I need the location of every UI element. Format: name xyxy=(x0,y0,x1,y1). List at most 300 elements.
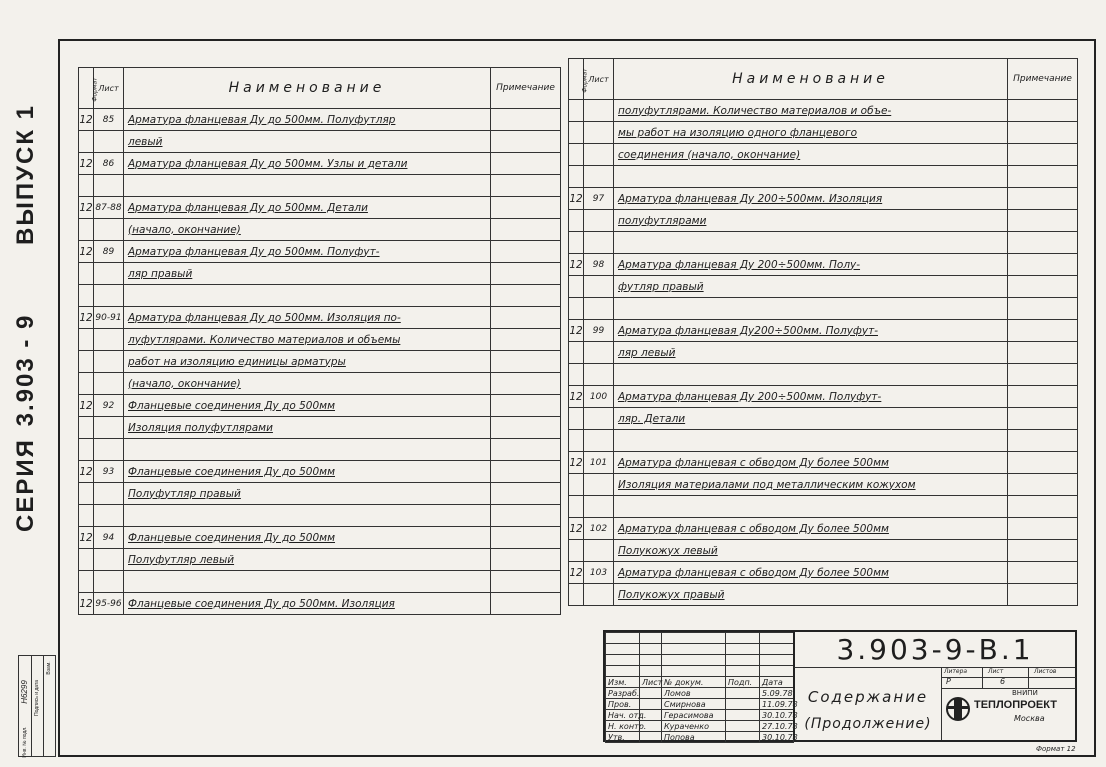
cell-name: Арматура фланцевая Ду 200÷500мм. Полуфут- xyxy=(614,386,1008,408)
revision-cell xyxy=(726,644,760,655)
cell-note xyxy=(491,109,561,131)
cell-format xyxy=(79,175,94,197)
signature-role: Н. контр. xyxy=(606,721,640,732)
cell-sheet xyxy=(94,263,124,285)
cell-format xyxy=(79,329,94,351)
revision-header-cell: Лист xyxy=(640,677,662,688)
cell-sheet xyxy=(94,571,124,593)
doc-title-line2: (Продолжение) xyxy=(804,716,932,732)
table-header-row xyxy=(569,59,1078,100)
revision-cell xyxy=(640,655,662,666)
signature-role: Пров. xyxy=(606,699,640,710)
table-row xyxy=(79,263,561,285)
stage-header-litera: Литера xyxy=(944,668,968,675)
revision-cell xyxy=(606,633,640,644)
revision-header-cell: Изм. xyxy=(606,677,640,688)
table-row xyxy=(569,122,1078,144)
cell-name: Арматура фланцевая с обводом Ду более 500мм xyxy=(614,452,1008,474)
cell-note xyxy=(1008,386,1078,408)
cell-note xyxy=(491,175,561,197)
cell-note xyxy=(491,351,561,373)
cell-note xyxy=(491,549,561,571)
cell-sheet xyxy=(584,584,614,606)
revision-cell xyxy=(662,633,726,644)
cell-sheet xyxy=(584,496,614,518)
cell-format xyxy=(79,571,94,593)
cell-note xyxy=(491,329,561,351)
col-note: Примечание xyxy=(1008,59,1078,100)
cell-name xyxy=(614,166,1008,188)
cell-name: ляр левый xyxy=(614,342,1008,364)
cell-note xyxy=(491,285,561,307)
signature-role: Утв. xyxy=(606,732,640,743)
org-name: ТЕПЛОПРОЕКТ xyxy=(974,699,1057,711)
cell-note xyxy=(1008,518,1078,540)
cell-format xyxy=(79,219,94,241)
series-number: 3.903 - 9 xyxy=(12,313,39,427)
cell-sheet xyxy=(584,166,614,188)
table-row xyxy=(569,430,1078,452)
cell-name: Полукожух левый xyxy=(614,540,1008,562)
stamp-label-inventory: Инв. № подл. xyxy=(22,726,28,758)
revision-cell xyxy=(606,666,640,677)
table-row xyxy=(569,452,1078,474)
cell-format: 12 xyxy=(79,527,94,549)
cell-sheet: 98 xyxy=(584,254,614,276)
signature-name: Герасимова xyxy=(662,710,726,721)
cell-sheet: 94 xyxy=(94,527,124,549)
cell-name: Фланцевые соединения Ду до 500мм xyxy=(124,461,491,483)
table-row xyxy=(79,351,561,373)
cell-format: 12 xyxy=(569,320,584,342)
cell-sheet xyxy=(584,144,614,166)
cell-note xyxy=(1008,584,1078,606)
cell-sheet xyxy=(584,122,614,144)
table-row xyxy=(569,364,1078,386)
table-row xyxy=(79,285,561,307)
table-row xyxy=(569,298,1078,320)
cell-note xyxy=(491,439,561,461)
table-row xyxy=(79,395,561,417)
cell-format: 12 xyxy=(79,153,94,175)
table-row xyxy=(79,593,561,615)
series-label: СЕРИЯ xyxy=(12,438,39,532)
spec-table-left xyxy=(78,67,561,615)
stamp-label-replace: Взам. xyxy=(46,661,52,675)
cell-format xyxy=(569,364,584,386)
cell-note xyxy=(1008,210,1078,232)
cell-name: Полуфутляр левый xyxy=(124,549,491,571)
format-label: Формат 12 xyxy=(1036,745,1076,753)
cell-name: Изоляция полуфутлярами xyxy=(124,417,491,439)
revision-header-cell: Подп. xyxy=(726,677,760,688)
cell-format xyxy=(569,540,584,562)
signature-row xyxy=(606,732,794,743)
table-row xyxy=(569,342,1078,364)
signature-date: 30.10.78 xyxy=(760,732,794,743)
cell-sheet xyxy=(94,175,124,197)
doc-title-line1: Содержание xyxy=(807,688,929,706)
signature-sign xyxy=(726,688,760,699)
cell-sheet xyxy=(584,430,614,452)
cell-note xyxy=(1008,100,1078,122)
cell-name: соединения (начало, окончание) xyxy=(614,144,1008,166)
doc-title xyxy=(793,668,941,740)
cell-sheet xyxy=(584,408,614,430)
cell-format xyxy=(569,144,584,166)
issue-label: ВЫПУСК 1 xyxy=(12,103,39,245)
cell-sheet xyxy=(584,342,614,364)
revision-row xyxy=(606,633,794,644)
cell-note xyxy=(1008,254,1078,276)
cell-name: Фланцевые соединения Ду до 500мм xyxy=(124,395,491,417)
table-row xyxy=(569,518,1078,540)
signature-sign xyxy=(726,721,760,732)
cell-name: левый xyxy=(124,131,491,153)
revision-cell xyxy=(760,644,794,655)
cell-format: 12 xyxy=(569,254,584,276)
cell-format xyxy=(569,232,584,254)
table-row xyxy=(79,307,561,329)
revision-cell xyxy=(726,655,760,666)
cell-sheet xyxy=(94,285,124,307)
table-row xyxy=(79,219,561,241)
cell-sheet: 103 xyxy=(584,562,614,584)
cell-sheet: 99 xyxy=(584,320,614,342)
cell-format xyxy=(569,276,584,298)
signature-name: Попова xyxy=(662,732,726,743)
table-row xyxy=(569,166,1078,188)
cell-format xyxy=(569,122,584,144)
cell-note xyxy=(1008,408,1078,430)
cell-note xyxy=(1008,188,1078,210)
cell-name: (начало, окончание) xyxy=(124,219,491,241)
cell-format: 12 xyxy=(569,562,584,584)
cell-sheet xyxy=(584,364,614,386)
cell-sheet xyxy=(94,329,124,351)
cell-sheet xyxy=(584,210,614,232)
cell-format xyxy=(569,584,584,606)
cell-format xyxy=(79,549,94,571)
cell-note xyxy=(491,219,561,241)
cell-note xyxy=(491,153,561,175)
cell-format xyxy=(79,439,94,461)
signature-blank xyxy=(640,699,662,710)
cell-format xyxy=(569,298,584,320)
cell-sheet: 92 xyxy=(94,395,124,417)
table-row xyxy=(79,109,561,131)
stage-org-block xyxy=(941,668,1075,740)
cell-name xyxy=(614,298,1008,320)
spec-table-left-body xyxy=(79,109,561,615)
table-row xyxy=(79,153,561,175)
cell-note xyxy=(491,131,561,153)
cell-sheet xyxy=(584,276,614,298)
cell-format xyxy=(79,263,94,285)
cell-name: (начало, окончание) xyxy=(124,373,491,395)
table-row xyxy=(79,329,561,351)
cell-note xyxy=(1008,342,1078,364)
cell-sheet: 86 xyxy=(94,153,124,175)
cell-name: Арматура фланцевая Ду до 500мм. Полуфут- xyxy=(124,241,491,263)
revision-cell xyxy=(662,655,726,666)
cell-note xyxy=(1008,562,1078,584)
doc-code: 3.903-9-В.1 xyxy=(793,632,1075,668)
cell-name xyxy=(124,439,491,461)
cell-name xyxy=(614,232,1008,254)
left-margin xyxy=(0,0,58,767)
revision-row xyxy=(606,644,794,655)
table-row xyxy=(569,210,1078,232)
cell-name: мы работ на изоляцию одного фланцевого xyxy=(614,122,1008,144)
stage-header-sheet: Лист xyxy=(988,668,1004,675)
revision-cell xyxy=(726,666,760,677)
cell-format: 12 xyxy=(569,386,584,408)
cell-note xyxy=(1008,540,1078,562)
table-row xyxy=(79,483,561,505)
revision-cell xyxy=(662,644,726,655)
cell-format xyxy=(79,351,94,373)
cell-note xyxy=(491,571,561,593)
revision-cell xyxy=(662,666,726,677)
cell-name xyxy=(124,175,491,197)
cell-note xyxy=(1008,276,1078,298)
table-row xyxy=(569,562,1078,584)
cell-note xyxy=(1008,166,1078,188)
cell-name xyxy=(614,364,1008,386)
cell-name: Арматура фланцевая Ду до 500мм. Детали xyxy=(124,197,491,219)
table-header-row xyxy=(79,68,561,109)
spec-table-right xyxy=(568,58,1078,606)
cell-sheet: 101 xyxy=(584,452,614,474)
signature-role: Разраб. xyxy=(606,688,640,699)
title-block xyxy=(603,630,1077,742)
cell-note xyxy=(1008,452,1078,474)
cell-format xyxy=(569,496,584,518)
cell-format: 12 xyxy=(569,452,584,474)
table-row xyxy=(569,276,1078,298)
revision-row xyxy=(606,655,794,666)
signature-row xyxy=(606,688,794,699)
stamp-label-signature: Подпись и дата xyxy=(34,680,40,716)
col-format: Формат xyxy=(79,68,94,109)
cell-format xyxy=(569,408,584,430)
cell-sheet: 87-88 xyxy=(94,197,124,219)
cell-note xyxy=(491,483,561,505)
signature-date: 11.09.78 xyxy=(760,699,794,710)
stage-sheet: 6 xyxy=(1000,677,1006,686)
table-row xyxy=(79,373,561,395)
col-note: Примечание xyxy=(491,68,561,109)
table-row xyxy=(79,571,561,593)
cell-name: Арматура фланцевая Ду до 500мм. Узлы и детали xyxy=(124,153,491,175)
cell-name: Арматура фланцевая Ду до 500мм. Полуфутляр xyxy=(124,109,491,131)
signature-sign xyxy=(726,699,760,710)
revision-row xyxy=(606,666,794,677)
table-row xyxy=(79,549,561,571)
cell-format xyxy=(569,342,584,364)
cell-name: ляр. Детали xyxy=(614,408,1008,430)
binding-stamp xyxy=(18,655,56,757)
cell-note xyxy=(491,527,561,549)
cell-name: Арматура фланцевая Ду 200÷500мм. Полу- xyxy=(614,254,1008,276)
cell-note xyxy=(1008,144,1078,166)
cell-sheet: 102 xyxy=(584,518,614,540)
revision-header-cell: № докум. xyxy=(662,677,726,688)
table-row xyxy=(569,474,1078,496)
cell-name xyxy=(124,505,491,527)
signature-name: Кураченко xyxy=(662,721,726,732)
table-row xyxy=(79,439,561,461)
cell-sheet xyxy=(584,474,614,496)
cell-note xyxy=(491,505,561,527)
table-row xyxy=(79,461,561,483)
cell-sheet: 93 xyxy=(94,461,124,483)
revision-cell xyxy=(760,666,794,677)
table-row xyxy=(569,254,1078,276)
cell-sheet xyxy=(584,540,614,562)
signature-name: Смирнова xyxy=(662,699,726,710)
signature-row xyxy=(606,710,794,721)
cell-name: Арматура фланцевая Ду 200÷500мм. Изоляция xyxy=(614,188,1008,210)
cell-name xyxy=(124,285,491,307)
cell-name: полуфутлярами xyxy=(614,210,1008,232)
table-row xyxy=(569,100,1078,122)
cell-format xyxy=(79,417,94,439)
table-row xyxy=(569,232,1078,254)
table-row xyxy=(569,584,1078,606)
cell-note xyxy=(491,593,561,615)
signature-row xyxy=(606,721,794,732)
cell-name: Арматура фланцевая Ду200÷500мм. Полуфут- xyxy=(614,320,1008,342)
revision-cell xyxy=(760,655,794,666)
signature-grid xyxy=(605,632,798,743)
cell-sheet: 89 xyxy=(94,241,124,263)
cell-format: 12 xyxy=(79,109,94,131)
signature-name: Ломов xyxy=(662,688,726,699)
signature-blank xyxy=(640,732,662,743)
cell-note xyxy=(491,197,561,219)
col-name: Наименование xyxy=(124,68,491,109)
cell-format xyxy=(79,285,94,307)
table-row xyxy=(569,540,1078,562)
signature-date: 5.09.78 xyxy=(760,688,794,699)
cell-note xyxy=(1008,298,1078,320)
cell-note xyxy=(491,417,561,439)
table-row xyxy=(569,386,1078,408)
revision-cell xyxy=(726,633,760,644)
cell-format: 12 xyxy=(569,188,584,210)
cell-sheet: 97 xyxy=(584,188,614,210)
cell-note xyxy=(1008,122,1078,144)
table-row xyxy=(79,527,561,549)
table-row xyxy=(79,175,561,197)
cell-sheet xyxy=(584,298,614,320)
cell-format: 12 xyxy=(79,461,94,483)
cell-format: 12 xyxy=(79,197,94,219)
cell-note xyxy=(1008,364,1078,386)
cell-format: 12 xyxy=(79,593,94,615)
signature-sign xyxy=(726,710,760,721)
revision-cell xyxy=(606,655,640,666)
cell-sheet xyxy=(584,232,614,254)
signature-sign xyxy=(726,732,760,743)
cell-format xyxy=(569,100,584,122)
cell-note xyxy=(491,395,561,417)
table-row xyxy=(79,131,561,153)
revision-cell xyxy=(640,666,662,677)
signature-row xyxy=(606,699,794,710)
col-sheet: Лист xyxy=(584,59,614,100)
cell-note xyxy=(491,241,561,263)
table-row xyxy=(569,408,1078,430)
col-name: Наименование xyxy=(614,59,1008,100)
cell-sheet xyxy=(94,373,124,395)
cell-format: 12 xyxy=(79,307,94,329)
org-logo xyxy=(944,696,972,722)
cell-name: Арматура фланцевая Ду до 500мм. Изоляция по- xyxy=(124,307,491,329)
cell-note xyxy=(491,307,561,329)
cell-sheet xyxy=(94,131,124,153)
table-row xyxy=(79,197,561,219)
cell-note xyxy=(1008,474,1078,496)
revision-cell xyxy=(640,633,662,644)
cell-name: Полукожух правый xyxy=(614,584,1008,606)
cell-name: Арматура фланцевая с обводом Ду более 500мм xyxy=(614,562,1008,584)
cell-name: полуфутлярами. Количество материалов и объе- xyxy=(614,100,1008,122)
cell-note xyxy=(1008,232,1078,254)
cell-format xyxy=(79,373,94,395)
cell-name: ляр правый xyxy=(124,263,491,285)
cell-note xyxy=(1008,496,1078,518)
table-row xyxy=(569,188,1078,210)
cell-format xyxy=(569,166,584,188)
cell-format: 12 xyxy=(569,518,584,540)
inventory-number: H6299 xyxy=(20,680,29,704)
cell-format xyxy=(569,210,584,232)
table-row xyxy=(569,496,1078,518)
cell-format xyxy=(569,474,584,496)
cell-format xyxy=(79,483,94,505)
cell-format: 12 xyxy=(79,395,94,417)
org-name-small: ВНИПИ xyxy=(1012,689,1038,697)
cell-name: работ на изоляцию единицы арматуры xyxy=(124,351,491,373)
signature-date: 27.10.78 xyxy=(760,721,794,732)
revision-header-cell: Дата xyxy=(760,677,794,688)
cell-sheet: 85 xyxy=(94,109,124,131)
cell-name xyxy=(124,571,491,593)
signature-role: Нач. отд. xyxy=(606,710,640,721)
cell-note xyxy=(491,263,561,285)
cell-name: Изоляция материалами под металлическим кожухом xyxy=(614,474,1008,496)
cell-name xyxy=(614,496,1008,518)
table-row xyxy=(79,417,561,439)
cell-sheet: 90-91 xyxy=(94,307,124,329)
org-city: Москва xyxy=(1014,714,1045,723)
table-row xyxy=(79,505,561,527)
cell-name: Фланцевые соединения Ду до 500мм xyxy=(124,527,491,549)
revision-header-row xyxy=(606,677,794,688)
cell-sheet xyxy=(94,219,124,241)
spec-table-right-body xyxy=(569,100,1078,606)
cell-sheet xyxy=(94,483,124,505)
cell-sheet: 100 xyxy=(584,386,614,408)
revision-cell xyxy=(640,644,662,655)
cell-sheet xyxy=(94,505,124,527)
cell-sheet xyxy=(94,549,124,571)
col-format: Формат xyxy=(569,59,584,100)
cell-name: Полуфутляр правый xyxy=(124,483,491,505)
